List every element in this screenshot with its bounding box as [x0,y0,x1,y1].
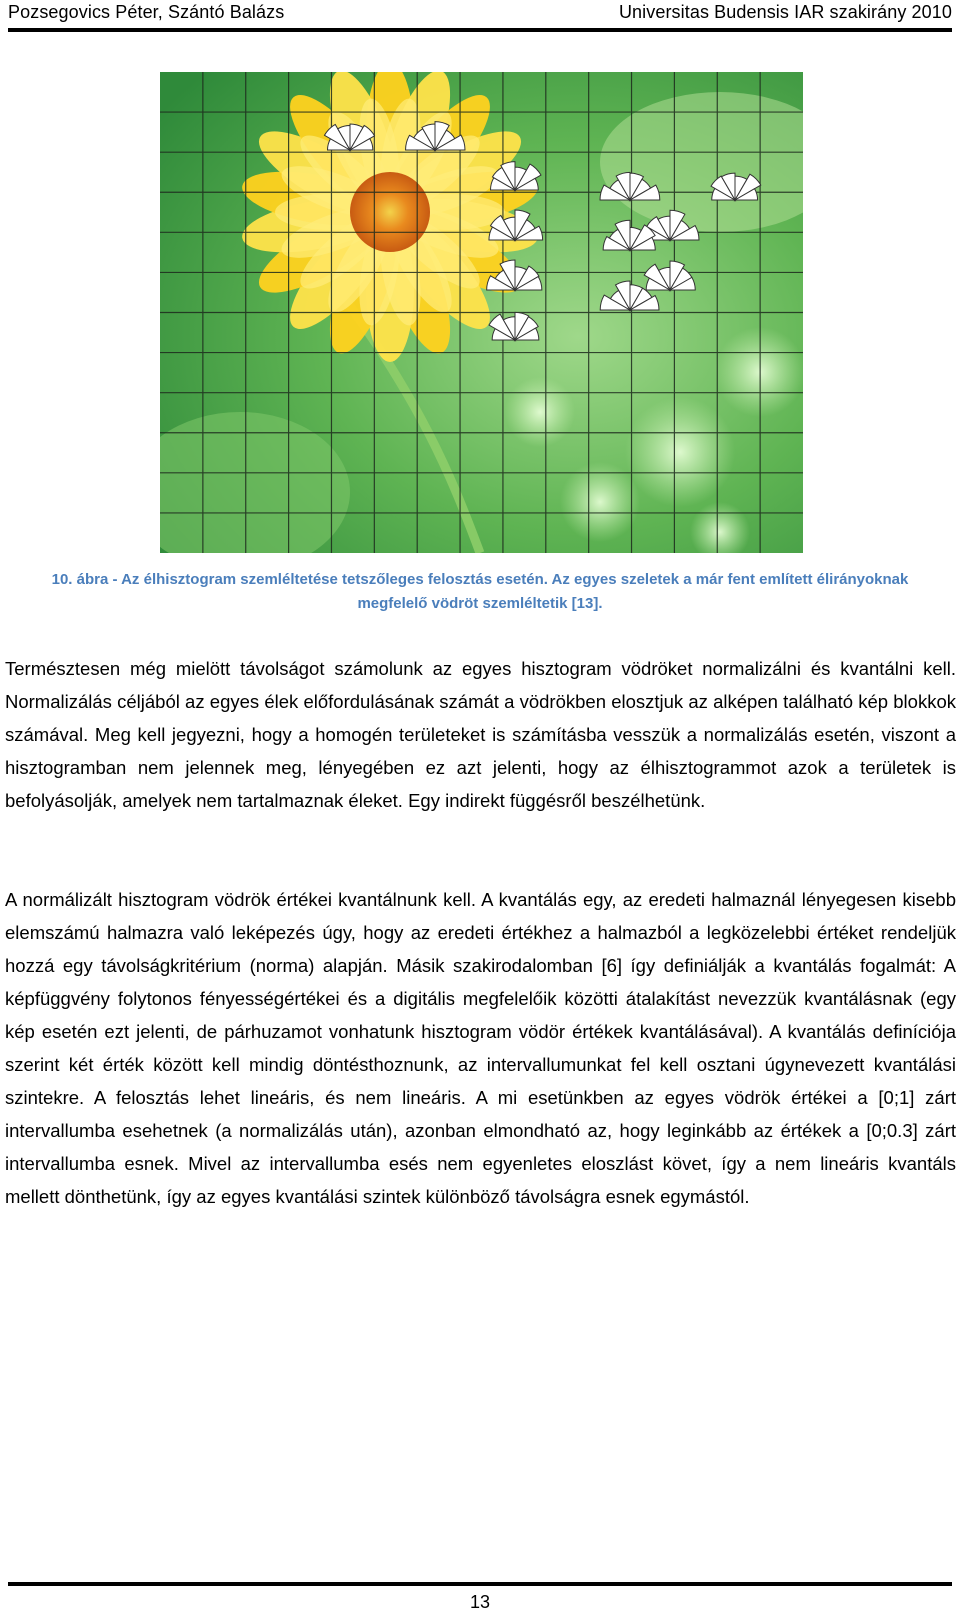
histogram-fan-icon [324,124,374,150]
header-authors: Pozsegovics Péter, Szántó Balázs [8,2,285,22]
caption-line-2: megfelelő vödröt szemléltetik [13]. [357,595,603,612]
page-header [8,0,952,32]
body-paragraph: A normálizált hisztogram vödrök értékei kvantálnunk kell. A kvantálás egy, az eredeti halmaznál lényegesen kisebb elemszámú halmazra való leképezés úgy, hogy az eredeti értékhez a halmazból a legközelebbi értéket rendeljük hozzá egy távolságkritérium (norma) alapján. Másik szakirodalomban [6] így definiálják a kvantálás fogalmát: A képfüggvény folytonos fényességértékei és a digitális megfelelőik közötti átalakítást nevezzük kvantálásnak (egy kép esetén ezt jelenti, de párhuzamot vonhatunk hisztogram vödör értékek kvantálásával). A kvantálás definíciója szerint két érték között kell mindig döntésthoznunk, az intervallumunkat fel kell osztani úgynevezett kvantálási szintekre. A felosztás lehet lineáris, és nem lineáris. A mi esetünkben az egyes vödrök értékei a [0;1] zárt intervallumba esehetnek (a normalizálás után), azonban elmondható az, hogy leginkább az értékek a [0;0.3] zárt intervallumba esnek. Mivel az intervallumba esés nem egyenletes eloszlást követ, így a nem lineáris kvantáls mellett dönthetünk, így az egyes kvantálási szintek különböző távolságra esnek egymástól. [5,889,956,1207]
caption-line-1: 10. ábra - Az élhisztogram szemléltetése tetszőleges felosztás esetén. Az egyes szeletek a már fent említett élirányoknak [51,571,909,588]
body-paragraph: Természtesen még mielött távolságot számolunk az egyes hisztogram vödröket normalizálni és kvantálni kell. Normalizálás céljából az egyes élek előfordulásának számát a vödrökben elosztjuk az alképen található kép blokkok számával. Meg kell jegyezni, hogy a homogén területeket is számításba vesszük a normalizálás esetén, viszont a hisztogramban nem jelennek meg, lényegében ez azt jelenti, hogy az élhisztogrammot azok a területek is befolyásolják, amelyek nem tartalmaznak éleket. Egy indirekt függésről beszélhetünk. [5,658,956,811]
page-footer [8,1582,952,1612]
figure-caption [8,568,952,616]
flower-photo-with-grid [160,72,803,553]
page-number: 13 [469,1592,491,1612]
header-institution: Universitas Budensis IAR szakirány 2010 [618,2,952,22]
edge-histogram-figure [160,72,803,553]
